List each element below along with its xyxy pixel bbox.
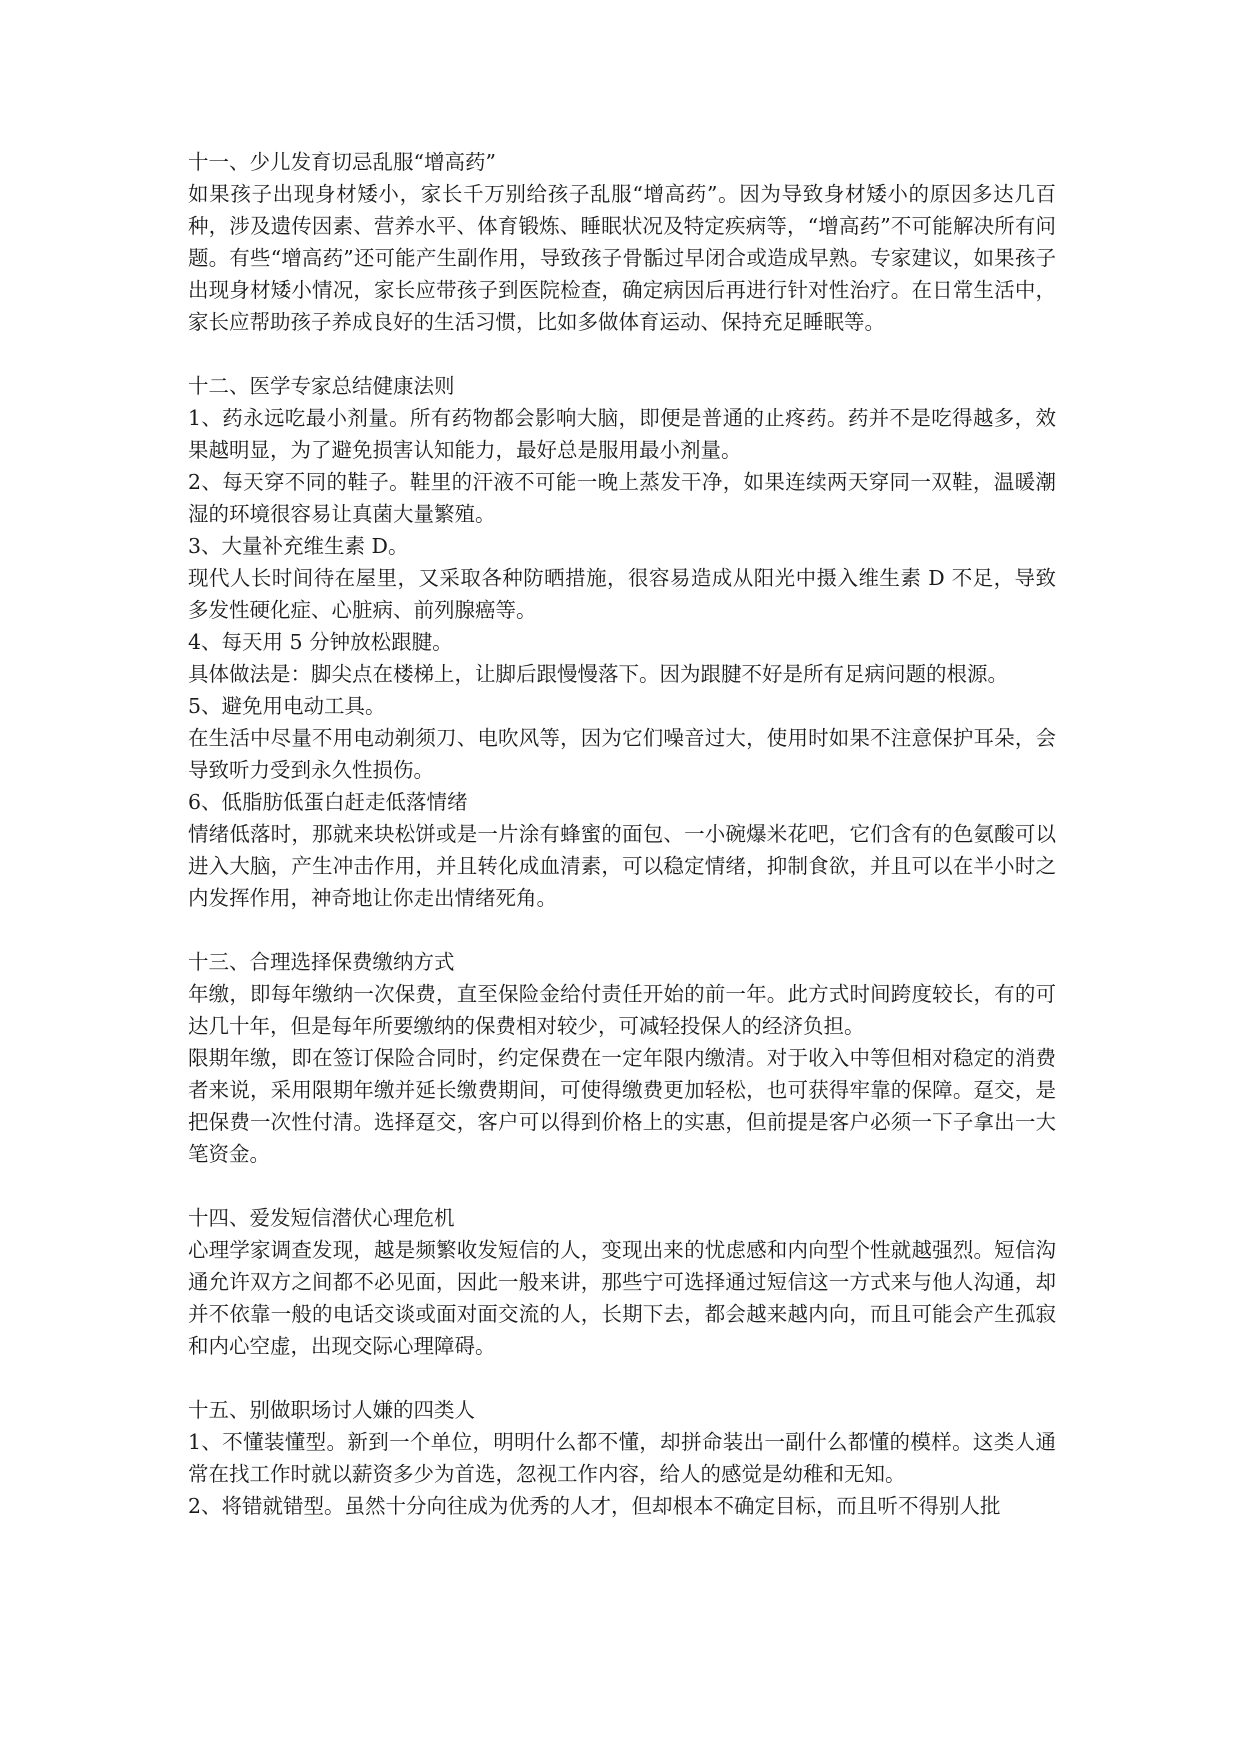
section-13 — [188, 946, 1056, 1170]
paragraph: 心理学家调查发现，越是频繁收发短信的人，变现出来的忧虑感和内向型个性就越强烈。短信沟通允许双方之间都不必见面，因此一般来讲，那些宁可选择通过短信这一方式来与他人沟通，却并不依靠一般的电话交谈或面对面交流的人，长期下去，都会越来越内向，而且可能会产生孤寂和内心空虚，出现交际心理障碍。 — [188, 1238, 1056, 1358]
item-heading: 3、大量补充维生素 D。 — [188, 534, 409, 558]
document-body — [188, 146, 1056, 1554]
paragraph: 1、不懂装懂型。新到一个单位，明明什么都不懂，却拼命装出一副什么都懂的模样。这类人通常在找工作时就以薪资多少为首选，忽视工作内容，给人的感觉是幼稚和无知。 — [188, 1430, 1056, 1486]
section-14 — [188, 1202, 1056, 1362]
paragraph: 1、药永远吃最小剂量。所有药物都会影响大脑，即便是普通的止疼药。药并不是吃得越多，效果越明显，为了避免损害认知能力，最好总是服用最小剂量。 — [188, 406, 1056, 462]
paragraph: 具体做法是：脚尖点在楼梯上，让脚后跟慢慢落下。因为跟腱不好是所有足病问题的根源。 — [188, 662, 1008, 686]
section-title: 十五、别做职场讨人嫌的四类人 — [188, 1398, 475, 1422]
section-title: 十一、少儿发育切忌乱服“增高药” — [188, 150, 496, 174]
paragraph: 2、将错就错型。虽然十分向往成为优秀的人才，但却根本不确定目标，而且听不得别人批 — [188, 1494, 1001, 1518]
item-heading: 6、低脂肪低蛋白赶走低落情绪 — [188, 790, 468, 814]
section-11 — [188, 146, 1056, 338]
item-heading: 4、每天用 5 分钟放松跟腱。 — [188, 630, 453, 654]
paragraph: 情绪低落时，那就来块松饼或是一片涂有蜂蜜的面包、一小碗爆米花吧，它们含有的色氨酸可以进入大脑，产生冲击作用，并且转化成血清素，可以稳定情绪，抑制食欲，并且可以在半小时之内发挥作用，神奇地让你走出情绪死角。 — [188, 822, 1056, 910]
item-heading: 5、避免用电动工具。 — [188, 694, 386, 718]
section-15 — [188, 1394, 1056, 1522]
section-title: 十二、医学专家总结健康法则 — [188, 374, 455, 398]
paragraph: 2、每天穿不同的鞋子。鞋里的汗液不可能一晚上蒸发干净，如果连续两天穿同一双鞋，温暖潮湿的环境很容易让真菌大量繁殖。 — [188, 470, 1056, 526]
paragraph: 如果孩子出现身材矮小，家长千万别给孩子乱服“增高药”。因为导致身材矮小的原因多达几百种，涉及遗传因素、营养水平、体育锻炼、睡眠状况及特定疾病等，“增高药”不可能解决所有问题。有些“增高药”还可能产生副作用，导致孩子骨骺过早闭合或造成早熟。专家建议，如果孩子出现身材矮小情况，家长应带孩子到医院检查，确定病因后再进行针对性治疗。在日常生活中，家长应帮助孩子养成良好的生活习惯，比如多做体育运动、保持充足睡眠等。 — [188, 182, 1056, 334]
section-title: 十三、合理选择保费缴纳方式 — [188, 950, 455, 974]
paragraph: 现代人长时间待在屋里，又采取各种防晒措施，很容易造成从阳光中摄入维生素 D 不足，导致多发性硬化症、心脏病、前列腺癌等。 — [188, 566, 1056, 622]
paragraph: 年缴，即每年缴纳一次保费，直至保险金给付责任开始的前一年。此方式时间跨度较长，有的可达几十年，但是每年所要缴纳的保费相对较少，可减轻投保人的经济负担。 — [188, 982, 1056, 1038]
section-12 — [188, 370, 1056, 914]
section-title: 十四、爱发短信潜伏心理危机 — [188, 1206, 455, 1230]
paragraph: 限期年缴，即在签订保险合同时，约定保费在一定年限内缴清。对于收入中等但相对稳定的消费者来说，采用限期年缴并延长缴费期间，可使得缴费更加轻松，也可获得牢靠的保障。趸交，是把保费一次性付清。选择趸交，客户可以得到价格上的实惠，但前提是客户必须一下子拿出一大笔资金。 — [188, 1046, 1056, 1166]
paragraph: 在生活中尽量不用电动剃须刀、电吹风等，因为它们噪音过大，使用时如果不注意保护耳朵，会导致听力受到永久性损伤。 — [188, 726, 1056, 782]
